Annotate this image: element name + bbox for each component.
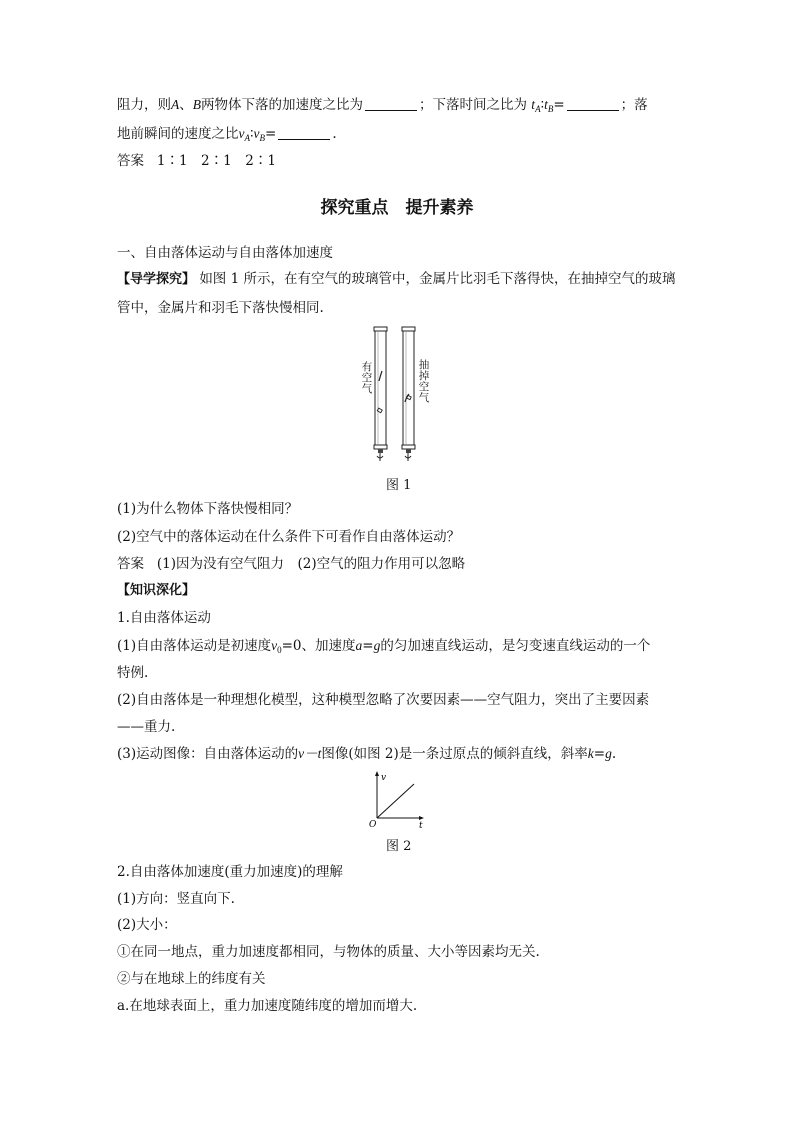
text-fragment: =: [553, 97, 565, 113]
vt-line: [377, 784, 414, 818]
label-with-air: 有空气: [361, 361, 373, 395]
subscript: 0: [277, 645, 282, 655]
text-line: 特例.: [117, 665, 149, 681]
tube-with-air: [374, 327, 387, 461]
text-line: [117, 269, 675, 290]
text-fragment: .: [332, 126, 337, 142]
text-fragment: 如图 1 所示，在有空气的玻璃管中，金属片比羽毛下落得快，在抽掉空气的玻璃: [199, 271, 676, 287]
text-line: (2)大小：: [117, 917, 177, 933]
answer-blank: [278, 126, 330, 140]
variable: t: [544, 97, 548, 112]
text-line: (1)方向：竖直向下.: [117, 891, 235, 907]
text-line: [117, 124, 337, 148]
text-fragment: =: [593, 746, 606, 762]
figure-1-caption: 图 1: [386, 478, 412, 493]
text-fragment: 的匀加速直线运动，是匀变速直线运动的一个: [380, 638, 651, 654]
answer-blank: [567, 97, 619, 111]
label-vacuum: 抽掉空气: [418, 359, 430, 404]
answer-label: 答案: [117, 556, 144, 572]
question-2: (2)空气中的落体运动在什么条件下可看作自由落体运动？: [117, 529, 461, 545]
variable: k: [587, 746, 594, 761]
origin-label: O: [369, 820, 377, 830]
text-fragment: =0、加速度: [281, 638, 356, 654]
answer-label: 答案: [117, 153, 144, 169]
metal-piece: [406, 395, 411, 399]
text-fragment: 阻力，则: [117, 97, 171, 113]
text-line: a.在地球表面上，重力加速度随纬度的增加而增大.: [117, 998, 418, 1014]
text-line: [117, 95, 648, 119]
tube-vacuum: [402, 327, 415, 461]
figure-2-caption: 图 2: [386, 839, 412, 854]
variable: g: [605, 746, 612, 761]
text-fragment: ∶: [540, 97, 545, 113]
variable: g: [373, 638, 381, 653]
answer-value: (1)因为没有空气阻力 (2)空气的阻力作用可以忽略: [156, 556, 466, 572]
feather: [379, 371, 382, 381]
text-fragment: ∶: [250, 126, 254, 142]
text-line: ——重力.: [117, 719, 176, 735]
text-line: [117, 636, 650, 660]
variable: v: [271, 638, 278, 653]
question-1: (1)为什么物体下落快慢相同？: [117, 501, 299, 517]
knowledge-label-text: 【知识深化】: [117, 583, 196, 598]
text-fragment: =: [362, 638, 374, 654]
variable: B: [192, 97, 201, 112]
text-fragment: .: [611, 746, 617, 762]
subscript: A: [535, 104, 541, 114]
text-fragment: 两物体下落的加速度之比为: [201, 97, 363, 113]
variable: a: [355, 638, 363, 653]
text-line: (2)自由落体是一种理想化模型，这种模型忽略了次要因素——空气阻力，突出了主要因素: [117, 692, 650, 708]
text-fragment: ；下落时间之比为: [419, 97, 527, 113]
part-heading: 一、自由落体运动与自由落体加速度: [117, 245, 333, 261]
subheading: 2.自由落体加速度(重力加速度)的理解: [117, 864, 343, 880]
text-line: [117, 744, 616, 764]
answer-value: 1∶1 2∶1 2∶1: [156, 153, 276, 169]
guide-label: 【导学探究】: [117, 272, 196, 287]
variable: v: [253, 126, 260, 141]
text-fragment: =: [265, 126, 277, 142]
subscript: B: [547, 104, 554, 114]
text-fragment: (1)自由落体运动是初速度: [117, 638, 272, 654]
subscript: A: [244, 133, 250, 143]
subscript: B: [259, 133, 266, 143]
answer-blank: [365, 97, 417, 111]
text-fragment: 地前瞬间的速度之比: [117, 126, 239, 142]
y-axis-label: v: [381, 773, 387, 783]
text-line: ①在同一地点，重力加速度都相同，与物体的质量、大小等因素均无关.: [117, 944, 540, 960]
answer-line: [117, 554, 465, 574]
knowledge-label: [117, 580, 195, 601]
variable: v: [238, 126, 245, 141]
text-fragment: 图像(如图 2)是一条过原点的倾斜直线，斜率: [321, 746, 588, 762]
text-fragment: (3)运动图像：自由落体运动的: [117, 746, 299, 762]
section-title: 探究重点 提升素养: [320, 198, 474, 218]
text-line: ②与在地球上的纬度有关: [117, 971, 266, 987]
text-line: 管中，金属片和羽毛下落快慢相同.: [117, 300, 324, 316]
answer-line: [117, 151, 276, 171]
text-fragment: ；落: [620, 97, 648, 113]
variable: v－t: [298, 746, 322, 761]
subheading: 1.自由落体运动: [117, 610, 211, 626]
x-axis-label: t: [419, 821, 423, 830]
figure-2-vt-graph: [364, 768, 434, 830]
variable: A: [171, 97, 180, 112]
variable: t: [531, 97, 536, 112]
text-fragment: 、: [179, 97, 193, 113]
